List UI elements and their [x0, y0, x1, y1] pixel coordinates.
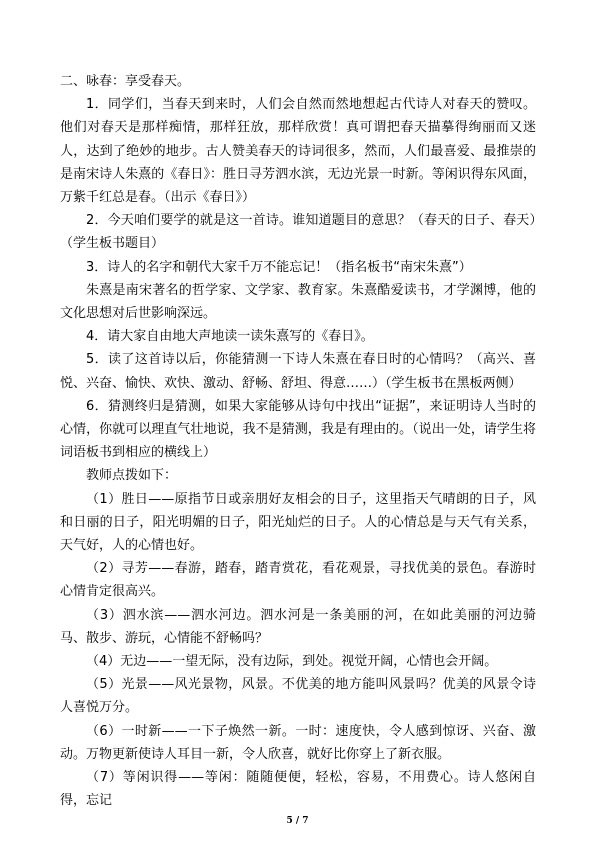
- guidance-item-5: （5）光景——风光景物，风景。不优美的地方能叫风景吗？优美的风景令诗人喜悦万分。: [60, 677, 536, 716]
- guidance-item-6: （6）一时新——一下子焕然一新。一时：速度快，令人感到惊讶、兴奋、激动。万物更新使诗人耳目一新，令人欣喜，就好比你穿上了新衣服。: [60, 723, 536, 762]
- guidance-item-7: （7）等闲识得——等闲：随随便便，轻松，容易，不用费心。诗人悠闲自得，忘记: [60, 770, 536, 809]
- section-heading: 二、咏春：享受春天。: [60, 74, 191, 89]
- document-body: [60, 70, 536, 813]
- guidance-item-1: （1）胜日——原指节日或亲朋好友相会的日子，这里指天气晴朗的日子，风和日丽的日子，阳光明媚的日子，阳光灿烂的日子。人的心情总是与天气有关系，天气好，人的心情也好。: [60, 491, 536, 554]
- guidance-item-2: （2）寻芳——春游，踏春，踏青赏花，看花观景，寻找优美的景色。春游时心情肯定很高兴。: [60, 561, 536, 600]
- paragraph-zhuxi-intro: 朱熹是南宋著名的哲学家、文学家、教育家。朱熹酷爱读书，才学渊博，他的文化思想对后世影响深远。: [60, 282, 536, 322]
- paragraph-4: 4．请大家自由地大声地读一读朱熹写的《春日》。: [86, 329, 374, 345]
- paragraph-6: 6．猜测终归是猜测，如果大家能够从诗句中找出“证据”，来证明诗人当时的心情，你就可以理直气壮地说，我不是猜测，我是有理由的。（说出一处，请学生将词语板书到相应的横线上）: [60, 398, 536, 461]
- guidance-item-3: （3）泗水滨——泗水河边。泗水河是一条美丽的河，在如此美丽的河边骑马、散步、游玩，心情能不舒畅吗？: [60, 607, 536, 646]
- page-number: 5 / 7: [286, 816, 309, 826]
- paragraph-3: 3．诗人的名字和朝代大家千万不能忘记！（指名板书“南宋朱熹”）: [86, 259, 472, 275]
- paragraph-1: 1．同学们，当春天到来时，人们会自然而然地想起古代诗人对春天的赞叹。他们对春天是那样痴情，那样狂放，那样欣赏！真可谓把春天描摹得绚丽而又迷人，达到了绝妙的地步。古人赞美春天的诗词很多，然而，人们最喜爱、最推崇的是南宋诗人朱熹的《春日》：胜日寻芳泗水滨，无边光景一时新。等闲识得东风面，万紫千红总是春。（出示《春日》）: [60, 97, 536, 206]
- teacher-guidance-label: 教师点拨如下：: [86, 468, 178, 484]
- paragraph-2: 2．今天咱们要学的就是这一首诗。谁知道题目的意思？（春天的日子、春天）（学生板书题目）: [60, 213, 536, 252]
- paragraph-5: 5．读了这首诗以后，你能猜测一下诗人朱熹在春日时的心情吗？（高兴、喜悦、兴奋、愉快、欢快、激动、舒畅、舒坦、得意……）（学生板书在黑板两侧）: [60, 352, 536, 391]
- guidance-item-4: （4）无边——一望无际，没有边际，到处。视觉开阔，心情也会开阔。: [86, 654, 498, 670]
